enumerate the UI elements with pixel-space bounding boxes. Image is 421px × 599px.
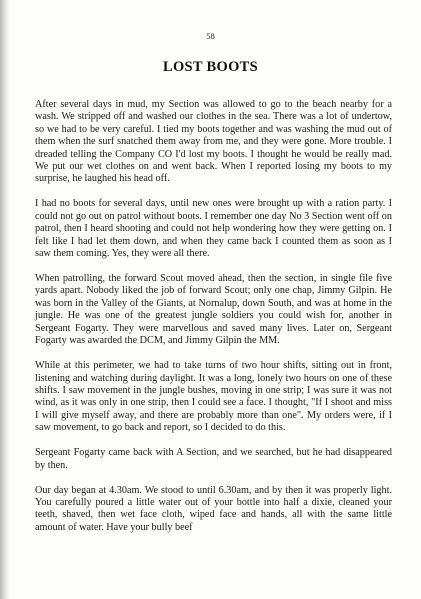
paragraph-6: Our day began at 4.30am. We stood to until 6.30am, and by then it was properly light. You carefully poured a little water out of your bottle into half a dixie, cleaned your teeth, shaved, then wet face cloth, wiped face and hands, all with the same little amount of water. Have your bully beef <box>35 484 392 533</box>
paragraph-1: After several days in mud, my Section was allowed to go to the beach nearby for a wash. We stripped off and washed our clothes in the sea. There was a lot of undertow, so we had to be very careful. I tied my boots together and was washing the mud out of them when the surf snatched them away from me, and they were gone. More trouble. I dreaded telling the Company CO I'd lost my boots. I thought he would be really mad. We put our wet clothes on and went back. When I reported losing my boots to my surprise, he laughed his head off. <box>35 99 392 185</box>
body-text <box>35 99 392 547</box>
paragraph-5: Sergeant Fogarty came back with A Section, and we searched, but he had disappeared by then. <box>35 447 392 471</box>
paragraph-4: While at this perimeter, we had to take turns of two hour shifts, sitting out in front, listening and watching during daylight. It was a long, lonely two hours on one of these shifts. I saw movement in the jungle bushes, moving in one strip; I was sure it was not wind, as it was only in one strip, then I could see a face. I thought, "If I shoot and miss I will give myself away, and there are probably more than one". My orders were, if I saw movement, to go back and report, so I decided to do this. <box>35 360 392 434</box>
chapter-title: LOST BOOTS <box>162 59 258 75</box>
page-number: 58 <box>206 31 215 41</box>
scan-shadow-edge <box>0 0 10 599</box>
paragraph-3: When patrolling, the forward Scout moved ahead, then the section, in single file five yards apart. Nobody liked the job of forward Scout; only one chap, Jimmy Gilpin. He was born in the Valley of the Giants, at Nornalup, down South, and was at home in the jungle. He was one of the greatest jungle soldiers you could wish for, another in Sergeant Fogarty. They were marvellous and saved many lives. Later on, Sergeant Fogarty was awarded the DCM, and Jimmy Gilpin the MM. <box>35 273 392 347</box>
paragraph-2: I had no boots for several days, until new ones were brought up with a ration party. I could not go out on patrol without boots. I remember one day No 3 Section went off on patrol, then I heard shooting and could not help wondering how they were getting on. I felt like I had let them down, and when they came back I counted them as soon as I saw them coming. Yes, they were all there. <box>35 198 392 260</box>
